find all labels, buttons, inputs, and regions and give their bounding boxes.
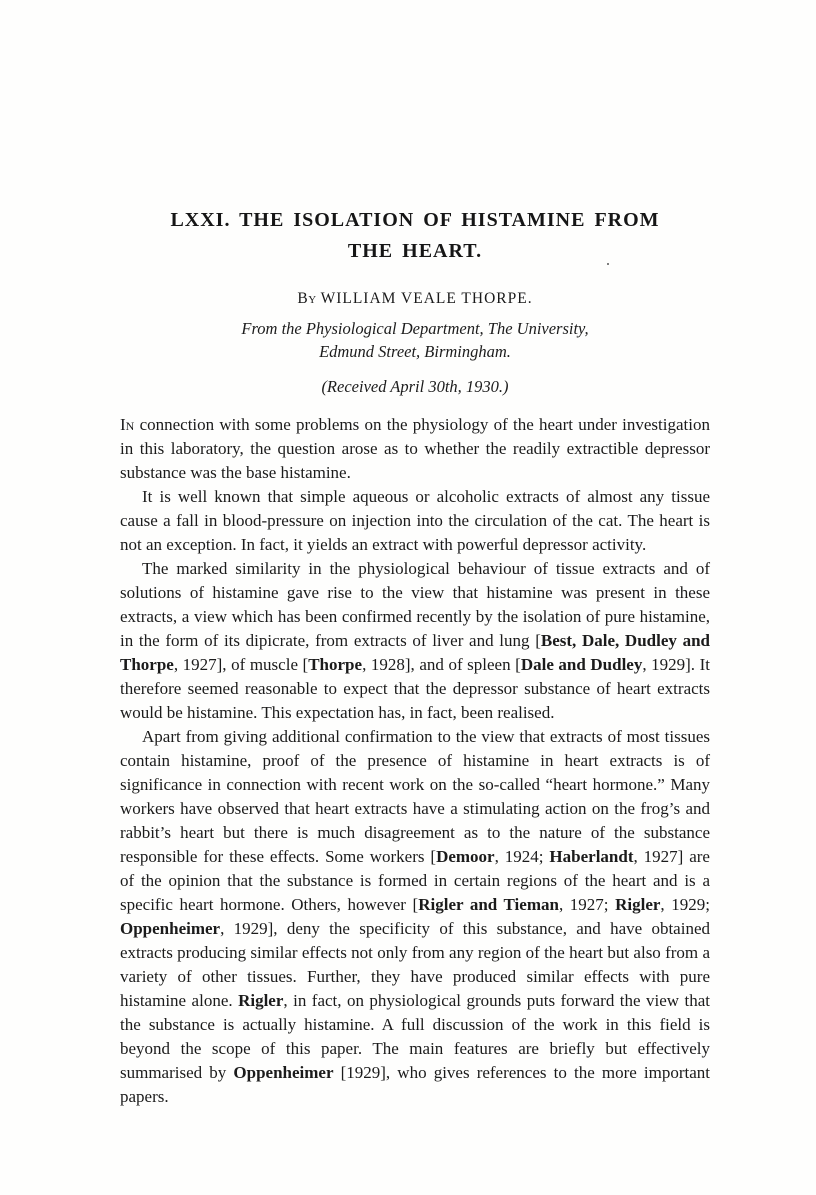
- paragraph-text: , 1924;: [494, 847, 550, 866]
- paragraph: [120, 413, 710, 485]
- byline-prefix: By: [297, 290, 317, 307]
- paragraph-text: connection with some problems on the physiology of the heart under investigation in this laboratory, the question arose as to whether the readily extractible depressor substance was the base histamine.: [120, 415, 710, 482]
- affiliation: [120, 317, 710, 363]
- paragraph-text: , 1928], and of spleen [: [362, 655, 521, 674]
- paragraph-text: , 1929]. It therefore seemed reasonable to expect that the depressor substance of heart extracts would be histamine. This expectation has, in fact, been realised.: [120, 655, 711, 722]
- paragraph-text: [1929], who gives references to the more important papers.: [120, 1063, 710, 1106]
- article-content: [120, 205, 710, 1109]
- citation-author: Rigler and Tieman: [418, 895, 559, 914]
- paragraph: [120, 485, 710, 557]
- article-body: [120, 413, 710, 1109]
- affiliation-line-2: Edmund Street, Birmingham.: [319, 342, 511, 361]
- paragraph-text: , 1929], deny the specificity of this substance, and have obtained extracts producing similar effects not only from any region of the heart but also from a variety of other tissues. Further, they have produced similar effects with pure histamine alone.: [120, 919, 710, 1010]
- paragraph-text: In: [120, 415, 135, 434]
- citation-author: Thorpe: [308, 655, 363, 674]
- scan-artifact-dot: [607, 263, 609, 265]
- paragraph: [120, 725, 710, 1109]
- citation-author: Oppenheimer: [120, 919, 221, 938]
- title-line-2: THE HEART.: [347, 240, 483, 262]
- paragraph: [120, 557, 710, 725]
- paragraph-text: , 1929;: [660, 895, 710, 914]
- citation-author: Rigler: [615, 895, 661, 914]
- citation-author: Oppenheimer: [233, 1063, 334, 1082]
- citation-author: Rigler: [238, 991, 284, 1010]
- paragraph-text: , 1927], of muscle [: [173, 655, 309, 674]
- byline: [120, 290, 710, 308]
- affiliation-line-1: From the Physiological Department, The University,: [241, 319, 589, 338]
- title-line-1: LXXI. THE ISOLATION OF HISTAMINE FROM: [170, 209, 660, 231]
- citation-author: Haberlandt: [549, 847, 634, 866]
- citation-author: Demoor: [436, 847, 495, 866]
- paragraph-text: Apart from giving additional confirmation to the view that extracts of most tissues contain histamine, proof of the presence of histamine in heart extracts is of significance in connection with recent work on the so-called “heart hormone.” Many workers have observed that heart extracts have a stimulating action on the frog’s and rabbit’s heart but there is much disagreement as to the nature of the substance responsible for these effects. Some workers [: [120, 727, 710, 866]
- paragraph-text: It is well known that simple aqueous or alcoholic extracts of almost any tissue cause a fall in blood-pressure on injection into the circulation of the cat. The heart is not an exception. In fact, it yields an extract with powerful depressor activity.: [120, 487, 710, 554]
- citation-author: Best, Dale, Dudley and Thorpe: [120, 631, 710, 674]
- author-name: WILLIAM VEALE THORPE.: [320, 290, 533, 307]
- paragraph-text: , 1927;: [558, 895, 616, 914]
- received-date: (Received April 30th, 1930.): [321, 377, 509, 396]
- paragraph-text: The marked similarity in the physiological behaviour of tissue extracts and of solutions of histamine gave rise to the view that histamine was present in these extracts, a view which has been confirmed recently by the isolation of pure histamine, in the form of its dipicrate, from extracts of liver and lung [: [120, 559, 710, 650]
- paper-title: [120, 205, 710, 267]
- citation-author: Dale and Dudley: [520, 655, 643, 674]
- paragraph-text: , in fact, on physiological grounds puts forward the view that the substance is actually histamine. A full discussion of the work in this field is beyond the scope of this paper. The main features are briefly but effectively summarised by: [120, 991, 710, 1082]
- paragraph-text: , 1927] are of the opinion that the substance is formed in certain regions of the heart and is a specific heart hormone. Others, however [: [120, 847, 710, 914]
